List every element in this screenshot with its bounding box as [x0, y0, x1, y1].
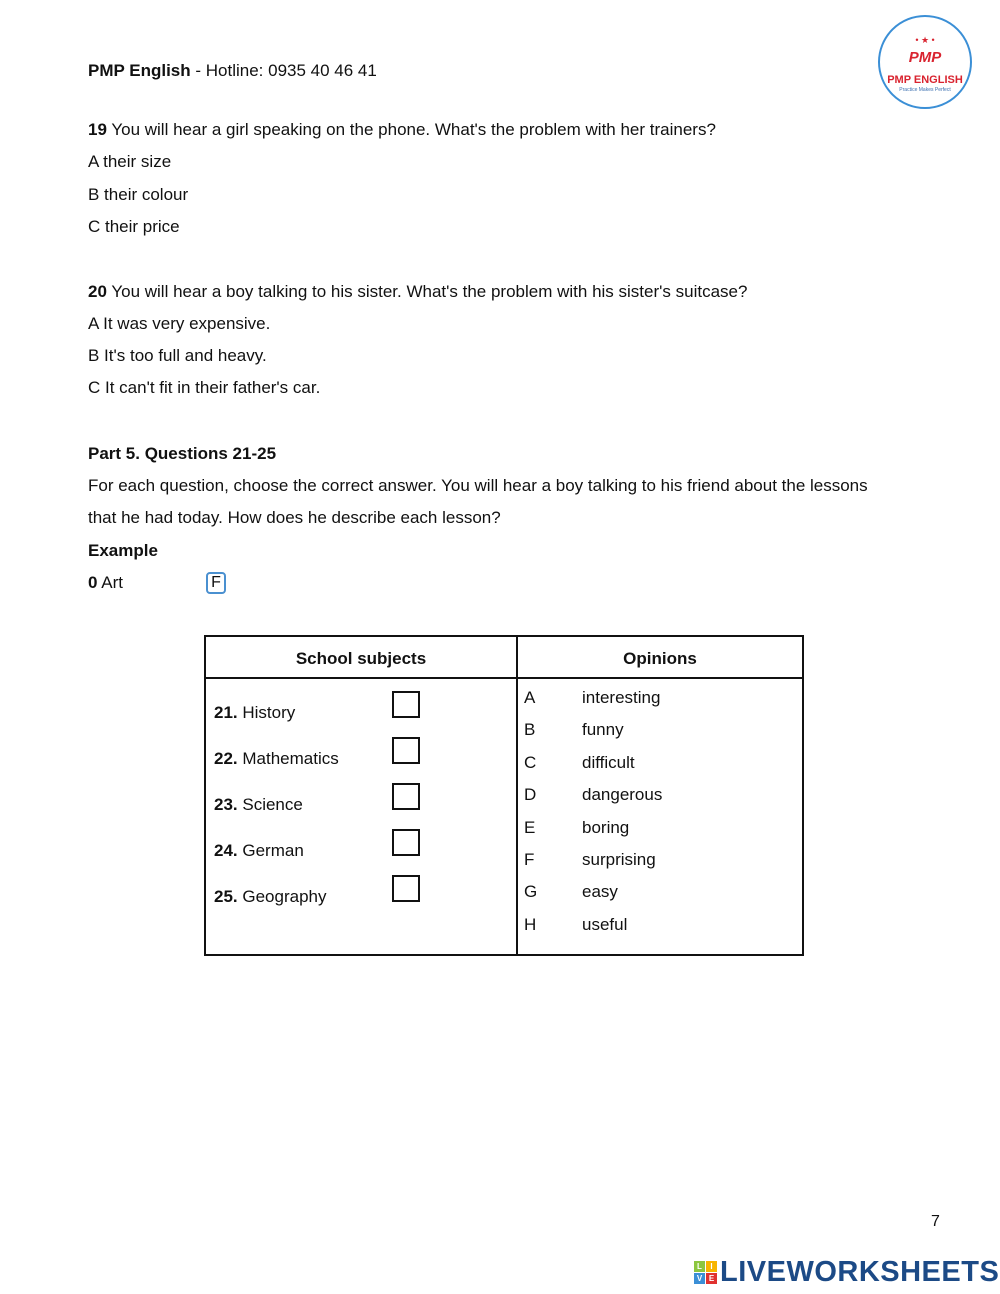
header-opinions: Opinions: [623, 649, 697, 668]
logo-mark: PMP: [908, 49, 942, 66]
answer-box-21[interactable]: [392, 691, 420, 718]
answer-box-23[interactable]: [392, 783, 420, 810]
opinion-word: easy: [582, 882, 618, 902]
matching-table: [204, 635, 804, 956]
opinion-word: dangerous: [582, 785, 663, 805]
opinion-letter: H: [524, 914, 537, 934]
opinion-letter: B: [524, 720, 536, 740]
example-label: Example: [88, 541, 158, 560]
q19-option-b: B their colour: [88, 185, 189, 204]
opinion-letter: E: [524, 817, 536, 837]
opinion-letter: G: [524, 882, 538, 902]
answer-box-22[interactable]: [392, 737, 420, 764]
subject-item: 23. Science: [214, 795, 303, 814]
logo-tagline: Practice Makes Perfect: [899, 87, 951, 93]
liveworksheets-wordmark: LIVEWORKSHEETS: [720, 1256, 1000, 1288]
page-number: 7: [931, 1213, 940, 1230]
q20-option-a: A It was very expensive.: [88, 314, 271, 333]
opinion-word: interesting: [582, 688, 661, 707]
opinion-word: surprising: [582, 850, 656, 869]
pmp-english-logo: [878, 15, 972, 109]
opinion-letter: A: [524, 688, 536, 707]
stars-icon: • ★ •: [915, 35, 935, 45]
opinion-letter: D: [524, 785, 537, 805]
q19-option-a: A their size: [88, 152, 172, 171]
subject-item: 24. German: [214, 841, 304, 860]
part5-instructions-1: For each question, choose the correct answer. You will hear a boy talking to his friend about the lessons: [88, 476, 868, 495]
opinion-word: useful: [582, 914, 628, 934]
opinion-letter: F: [524, 850, 535, 869]
subject-item: 21. History: [214, 703, 296, 722]
header: [88, 61, 377, 81]
answer-box-24[interactable]: [392, 829, 420, 856]
logo-name: PMP ENGLISH: [887, 74, 963, 86]
subject-item: 25. Geography: [214, 887, 327, 906]
opinion-word: funny: [582, 720, 624, 740]
example-item: 0 Art: [88, 573, 123, 592]
opinion-letter: C: [524, 752, 537, 772]
answer-box-25[interactable]: [392, 875, 420, 902]
subject-item: 22. Mathematics: [214, 749, 339, 768]
opinion-word: boring: [582, 817, 630, 837]
hotline: - Hotline: 0935 40 46 41: [190, 61, 377, 80]
q20-option-b: B It's too full and heavy.: [88, 346, 267, 365]
liveworksheets-logo: [694, 1256, 999, 1289]
q20-option-c: C It can't fit in their father's car.: [88, 378, 321, 397]
live-badge-icon: L I V E: [694, 1261, 717, 1284]
q19-option-c: C their price: [88, 217, 180, 236]
part5-instructions-2: that he had today. How does he describe each lesson?: [88, 508, 501, 527]
question-20: 20 You will hear a boy talking to his sister. What's the problem with his sister's suitcase?: [88, 282, 748, 301]
opinion-word: difficult: [582, 752, 635, 772]
question-19: 19 You will hear a girl speaking on the phone. What's the problem with her trainers?: [88, 120, 716, 139]
example-answer-box: F: [206, 572, 226, 594]
part5-title: Part 5. Questions 21-25: [88, 444, 277, 463]
header-school-subjects: School subjects: [295, 649, 427, 668]
brand-name: PMP English: [88, 61, 191, 80]
